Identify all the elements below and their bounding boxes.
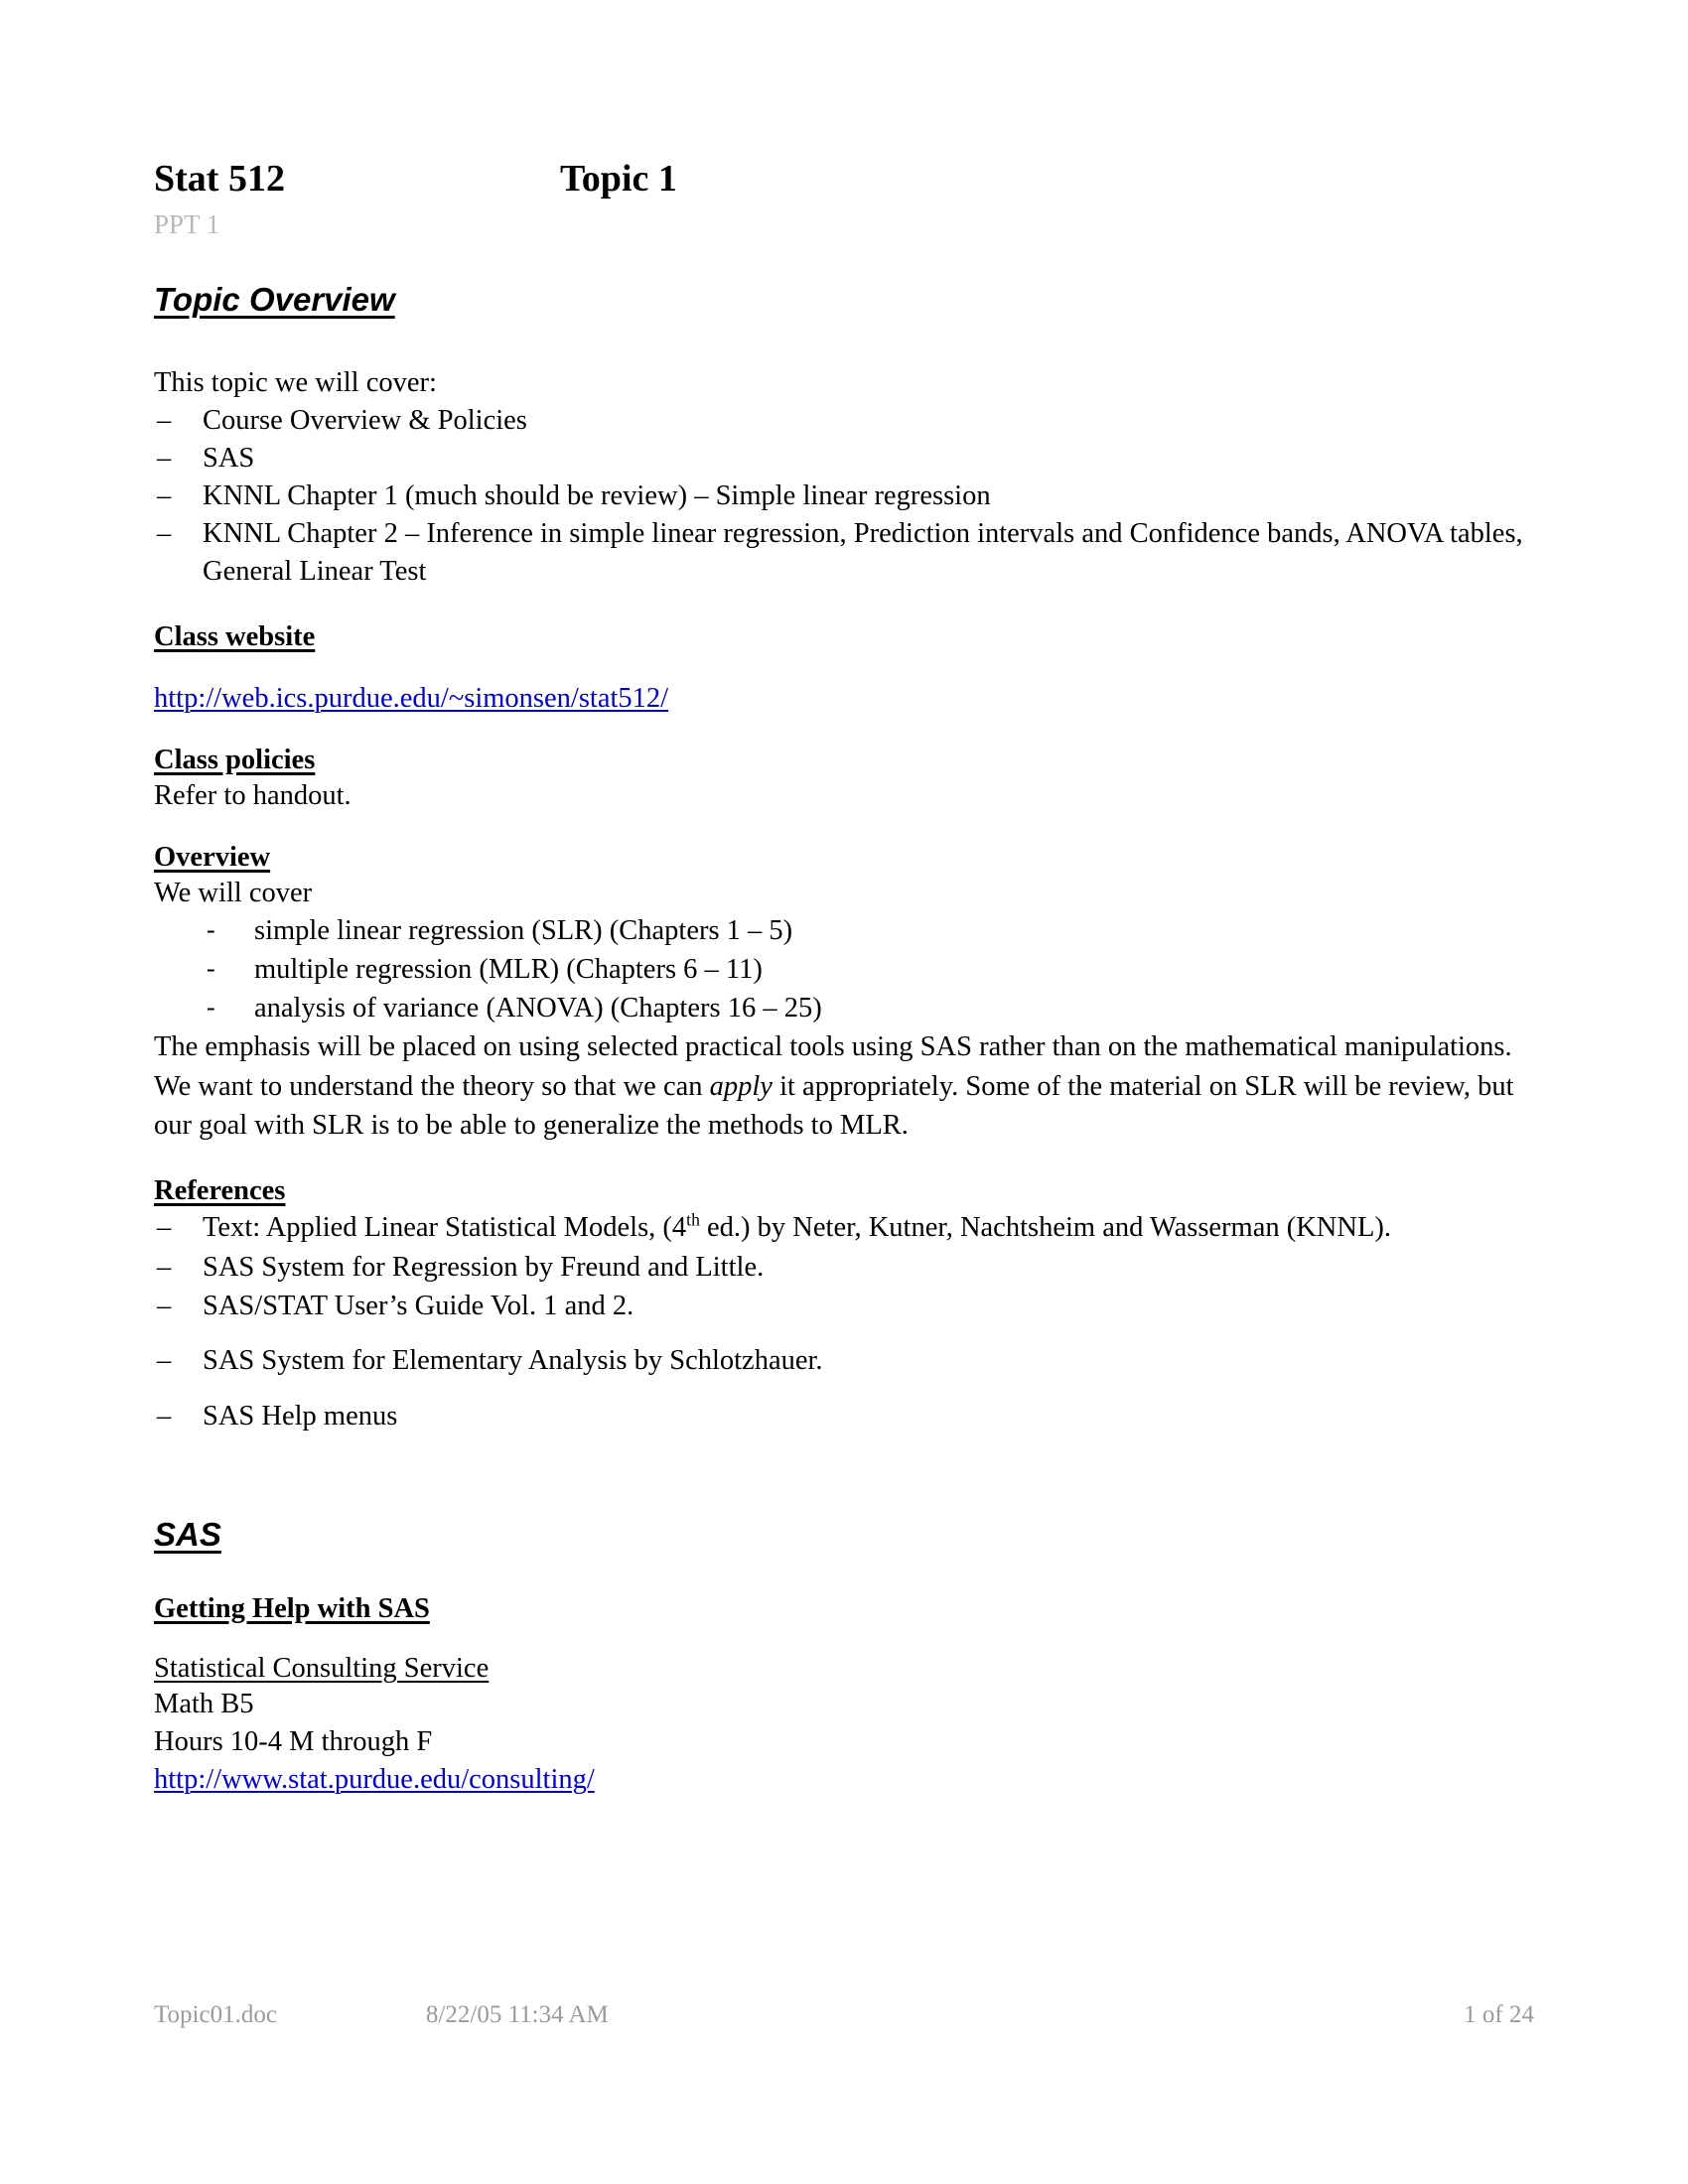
footer-timestamp: 8/22/05 11:34 AM — [425, 2001, 609, 2028]
list-item-label: SAS — [203, 443, 255, 475]
class-website-link[interactable]: http://web.ics.purdue.edu/~simonsen/stat512/ — [154, 683, 669, 715]
list-item-label: Course Overview & Policies — [203, 405, 527, 437]
topic-overview-heading-row — [154, 280, 1534, 320]
class-policies-text: Refer to handout. — [154, 780, 352, 812]
overview-intro: We will cover — [154, 878, 313, 909]
dash-bullet-icon: – — [157, 1345, 172, 1377]
class-website-link-row — [154, 680, 1534, 718]
list-item — [154, 402, 1534, 440]
sas-heading-row — [154, 1515, 1534, 1555]
overview-heading-row — [154, 841, 1534, 875]
list-item — [154, 440, 1534, 478]
page-footer — [154, 2001, 1534, 2029]
reference-text-pre: Text: Applied Linear Statistical Models, (4 — [203, 1212, 687, 1244]
ppt-label: PPT 1 — [154, 208, 220, 239]
list-item — [154, 1208, 1534, 1247]
list-item — [154, 1341, 1534, 1380]
dash-bullet-icon: – — [157, 1251, 172, 1283]
list-item — [154, 1248, 1534, 1287]
list-item-label: analysis of variance (ANOVA) (Chapters 16 – 25) — [254, 992, 822, 1024]
references-list — [154, 1208, 1534, 1435]
dash-bullet-icon: – — [157, 443, 172, 475]
ordinal-superscript: th — [686, 1209, 700, 1230]
reference-text-post: ed.) by Neter, Kutner, Nachtsheim and Wasserman (KNNL). — [699, 1212, 1391, 1244]
list-item-label: simple linear regression (SLR) (Chapters 1 – 5) — [254, 915, 793, 947]
references-heading: References — [154, 1175, 286, 1207]
dash-bullet-icon: – — [157, 1212, 172, 1244]
consulting-link[interactable]: http://www.stat.purdue.edu/consulting/ — [154, 1763, 595, 1795]
overview-paragraph-part2: it appropriately. Some of the material on SLR will be review, but our goal with SLR is to be able to generalize the methods to MLR. — [154, 1070, 1514, 1141]
list-item — [154, 515, 1534, 591]
overview-item-list — [154, 912, 1534, 1027]
class-policies-heading-row — [154, 744, 1534, 777]
dash-bullet-icon: – — [157, 1291, 172, 1322]
overview-paragraph-emphasis: apply — [709, 1070, 773, 1102]
dash-bullet-icon: – — [157, 480, 172, 512]
footer-filename: Topic01.doc — [154, 2001, 277, 2028]
list-item-label: KNNL Chapter 2 – Inference in simple linear regression, Prediction intervals and Confidence bands, ANOVA tables, General Linear Test — [203, 518, 1523, 587]
topic-overview-intro: This topic we will cover: — [154, 367, 437, 399]
getting-help-heading: Getting Help with SAS — [154, 1592, 430, 1624]
dash-bullet-icon: – — [157, 405, 172, 437]
dash-bullet-icon: – — [157, 518, 172, 550]
footer-page-number: 1 of 24 — [1464, 2001, 1534, 2028]
class-website-heading-row — [154, 620, 1534, 654]
list-item-label: SAS/STAT User’s Guide Vol. 1 and 2. — [203, 1291, 634, 1322]
hyphen-bullet-icon: - — [207, 915, 215, 945]
getting-help-heading-row — [154, 1592, 1534, 1626]
overview-paragraph — [154, 1027, 1534, 1145]
overview-paragraph-part1: The emphasis will be placed on using selected practical tools using SAS rather than on the mathematical manipulations. We want to understand the theory so that we can — [154, 1031, 1512, 1102]
document-header — [154, 159, 1534, 201]
list-item — [154, 990, 1534, 1028]
topic-overview-bullet-list — [154, 402, 1534, 590]
list-item — [154, 951, 1534, 990]
list-item-label: SAS System for Regression by Freund and Little. — [203, 1251, 765, 1283]
list-item-label: SAS Help menus — [203, 1400, 398, 1432]
topic-overview-heading: Topic Overview — [154, 280, 395, 318]
overview-heading: Overview — [154, 841, 271, 873]
consulting-link-row — [154, 1761, 1534, 1799]
topic-title: Topic 1 — [559, 158, 677, 200]
list-item-label: KNNL Chapter 1 (much should be review) – Simple linear regression — [203, 480, 991, 512]
document-content — [154, 159, 1534, 1799]
dash-bullet-icon: – — [157, 1400, 172, 1432]
consulting-service-heading: Statistical Consulting Service — [154, 1652, 490, 1684]
hyphen-bullet-icon: - — [207, 992, 215, 1022]
list-item — [154, 912, 1534, 951]
hyphen-bullet-icon: - — [207, 953, 215, 983]
consulting-heading-row — [154, 1652, 1534, 1686]
references-heading-row — [154, 1174, 1534, 1208]
list-item-label: multiple regression (MLR) (Chapters 6 – 11) — [254, 953, 763, 985]
consulting-location: Math B5 — [154, 1689, 254, 1720]
list-item-label: SAS System for Elementary Analysis by Schlotzhauer. — [203, 1345, 823, 1377]
consulting-hours: Hours 10-4 M through F — [154, 1725, 433, 1757]
class-policies-heading: Class policies — [154, 744, 316, 775]
list-item — [154, 1287, 1534, 1325]
sas-heading: SAS — [154, 1516, 221, 1554]
list-item — [154, 478, 1534, 515]
course-title: Stat 512 — [154, 158, 285, 200]
class-website-heading: Class website — [154, 620, 316, 652]
list-item — [154, 1397, 1534, 1435]
